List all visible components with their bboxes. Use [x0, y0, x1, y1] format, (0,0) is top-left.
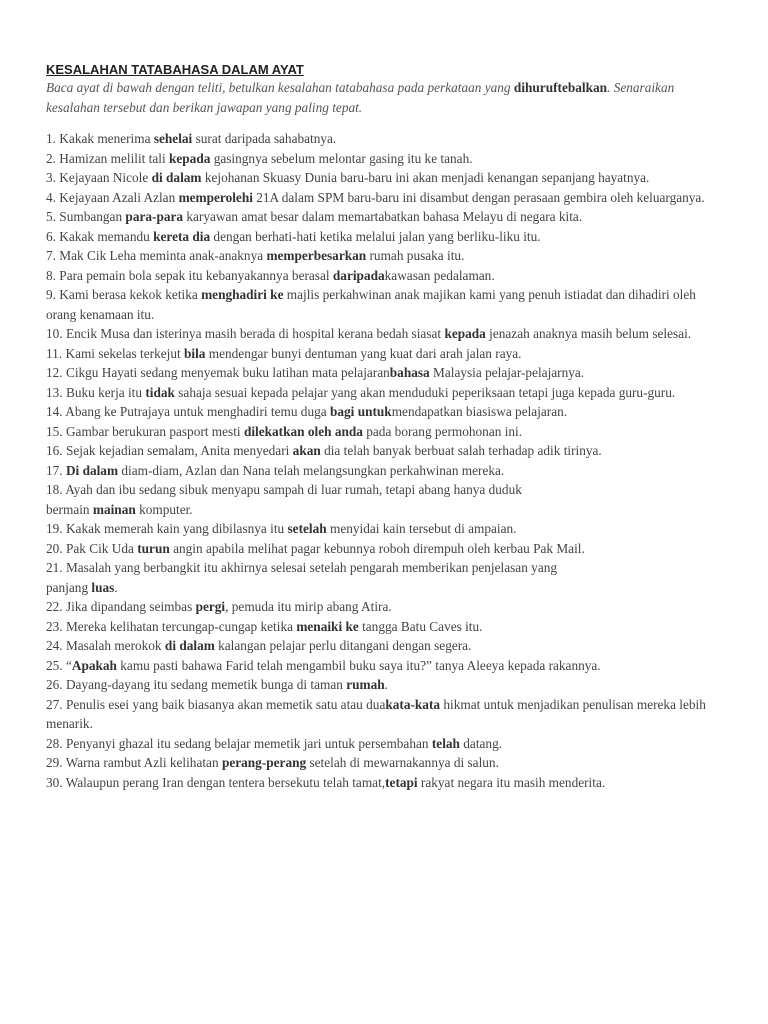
question-number: 11.: [46, 345, 63, 361]
question-error-word: setelah: [287, 521, 327, 536]
question-number: 3.: [46, 170, 56, 185]
question-item: [46, 695, 726, 734]
question-number: 18.: [46, 482, 63, 497]
question-text: Kakak memerah kain yang dibilasnya itu: [62, 521, 288, 536]
question-number: 28.: [46, 735, 63, 751]
question-text-end: menyidai kain tersebut di ampaian.: [326, 521, 517, 536]
question-text: Sumbangan: [55, 209, 126, 224]
question-item: [46, 617, 726, 637]
question-error-word: di dalam: [164, 638, 215, 653]
question-text-end: pada borang permohonan ini.: [362, 423, 523, 439]
question-text: Kejayaan Nicole: [55, 170, 152, 185]
question-error-word: di dalam: [151, 170, 202, 185]
instructions-emphasis: dihuruftebalkan: [513, 80, 608, 95]
question-item: [46, 188, 726, 208]
question-item: [46, 558, 726, 597]
question-error-word: tidak: [145, 384, 175, 400]
question-text-end: mendapatkan biasiswa pelajaran.: [391, 404, 568, 419]
question-number: 4.: [46, 189, 56, 205]
instructions-text: Baca ayat di bawah dengan teliti, betulkan kesalahan tatabahasa pada perkataan yang: [46, 80, 514, 95]
question-text: Pak Cik Uda: [62, 540, 138, 556]
question-text: Penyanyi ghazal itu sedang belajar memetik jari untuk persembahan: [62, 735, 432, 751]
question-number: 6.: [46, 228, 56, 244]
question-number: 26.: [46, 677, 63, 692]
question-number: 23.: [46, 618, 63, 634]
question-text-end: rumah pusaka itu.: [366, 248, 465, 263]
question-text: Encik Musa dan isterinya masih berada di hospital kerana bedah siasat: [62, 326, 445, 341]
question-text: Hamizan melilit tali: [55, 150, 169, 166]
question-number: 14.: [46, 404, 63, 419]
question-error-word: kepada: [168, 150, 211, 166]
question-text-end: majlis perkahwinan anak majikan kami yang penuh istiadat dan dihadiri oleh orang kenamaan itu.: [46, 287, 696, 322]
question-text: Buku kerja itu: [62, 384, 146, 400]
question-error-word: bahasa: [389, 365, 430, 380]
question-text-end: Malaysia pelajar-pelajarnya.: [429, 365, 585, 380]
question-number: 13.: [46, 384, 63, 400]
question-text: Warna rambut Azli kelihatan: [62, 755, 222, 770]
question-list: [46, 129, 726, 792]
question-text: Kakak memandu: [55, 228, 154, 244]
question-error-word: menghadiri ke: [201, 287, 284, 302]
question-error-word: akan: [292, 443, 321, 458]
question-error-word: kereta dia: [153, 228, 211, 244]
question-text-end: komputer.: [135, 501, 193, 517]
question-item: [46, 675, 726, 695]
question-item: [46, 363, 726, 383]
question-text: Mereka kelihatan tercungap-cungap ketika: [62, 618, 297, 634]
question-item: [46, 324, 726, 344]
question-error-word: bila: [184, 345, 206, 361]
question-text: Abang ke Putrajaya untuk menghadiri temu duga: [62, 404, 330, 419]
question-item: [46, 597, 726, 617]
question-text-end: dia telah banyak berbuat salah terhadap adik tirinya.: [320, 443, 602, 458]
question-number: 19.: [46, 521, 63, 536]
question-item: [46, 402, 726, 422]
question-number: 10.: [46, 326, 63, 341]
question-text-end: hikmat untuk menjadikan penulisan mereka lebih menarik.: [46, 696, 706, 731]
question-text: Cikgu Hayati sedang menyemak buku latihan mata pelajaran: [62, 365, 390, 380]
question-item: [46, 129, 726, 149]
question-number: 27.: [46, 696, 63, 712]
question-item: [46, 461, 726, 481]
question-item: [46, 734, 726, 754]
question-text-end: tangga Batu Caves itu.: [358, 618, 483, 634]
question-error-word: sehelai: [153, 131, 193, 146]
question-item: [46, 773, 726, 793]
question-text-end: .: [384, 677, 388, 692]
question-item: [46, 422, 726, 442]
question-text-end: karyawan amat besar dalam memartabatkan bahasa Melayu di negara kita.: [183, 209, 583, 224]
question-text: Kami berasa kekok ketika: [55, 287, 202, 302]
question-item: [46, 636, 726, 656]
question-item: [46, 207, 726, 227]
question-number: 21.: [46, 560, 63, 575]
question-item: [46, 383, 726, 403]
question-text-end: diam-diam, Azlan dan Nana telah melangsungkan perkahwinan mereka.: [118, 462, 505, 478]
question-error-word: tetapi: [385, 774, 418, 790]
question-item: [46, 753, 726, 773]
question-text: Sejak kejadian semalam, Anita menyedari: [62, 443, 293, 458]
question-number: 30.: [46, 774, 63, 790]
question-text: Jika dipandang seimbas: [62, 599, 196, 614]
question-error-word: mainan: [92, 501, 136, 517]
question-item: [46, 539, 726, 559]
instructions: [46, 78, 726, 117]
question-item: [46, 266, 726, 286]
question-text-end: kawasan pedalaman.: [384, 267, 495, 283]
question-error-word: menaiki ke: [296, 618, 359, 634]
question-error-word: Apakah: [71, 657, 117, 673]
question-number: 17.: [46, 462, 63, 478]
question-text-end: dengan berhati-hati ketika melalui jalan yang berliku-liku itu.: [210, 228, 541, 244]
question-text: Para pemain bola sepak itu kebanyakannya berasal: [55, 267, 333, 283]
question-number: 25.: [46, 657, 63, 673]
question-number: 7.: [46, 248, 56, 263]
question-number: 22.: [46, 599, 63, 614]
question-error-word: daripada: [332, 267, 385, 283]
question-text: Masalah yang berbangkit itu akhirnya selesai setelah pengarah memberikan penjelasan yang panjang: [46, 560, 558, 595]
question-text-end: surat daripada sahabatnya.: [192, 131, 337, 146]
question-item: [46, 656, 726, 676]
question-text: Ayah dan ibu sedang sibuk menyapu sampah di luar rumah, tetapi abang hanya duduk bermain: [46, 482, 522, 517]
question-number: 1.: [46, 131, 56, 146]
question-error-word: dilekatkan oleh anda: [243, 423, 363, 439]
question-text: Gambar berukuran pasport mesti: [62, 423, 244, 439]
question-error-word: telah: [431, 735, 460, 751]
question-item: [46, 441, 726, 461]
question-text: Walaupun perang Iran dengan tentera bersekutu telah tamat,: [62, 774, 386, 790]
question-item: [46, 285, 726, 324]
question-text-end: kamu pasti bahawa Farid telah mengambil buku saya itu?” tanya Aleeya kepada rakannya.: [116, 657, 601, 673]
question-number: 5.: [46, 209, 56, 224]
question-text-end: sahaja sesuai kepada pelajar yang akan menduduki peperiksaan tetapi juga kepada guru-guru.: [174, 384, 676, 400]
question-error-word: Di dalam: [65, 462, 119, 478]
page-title: KESALAHAN TATABAHASA DALAM AYAT: [46, 62, 304, 77]
question-error-word: rumah: [346, 677, 385, 692]
question-text: Mak Cik Leha meminta anak-anaknya: [55, 248, 267, 263]
question-text-end: mendengar bunyi dentuman yang kuat dari arah jalan raya.: [205, 345, 522, 361]
question-text-end: .: [114, 579, 118, 595]
question-error-word: pergi: [195, 599, 226, 614]
question-error-word: kepada: [444, 326, 486, 341]
question-number: 15.: [46, 423, 63, 439]
question-number: 29.: [46, 755, 63, 770]
question-item: [46, 344, 726, 364]
question-number: 8.: [46, 267, 56, 283]
question-number: 9.: [46, 287, 56, 302]
question-text: Kami sekelas terkejut: [62, 345, 184, 361]
question-item: [46, 227, 726, 247]
question-number: 12.: [46, 365, 63, 380]
question-text: Kakak menerima: [55, 131, 154, 146]
question-error-word: luas: [91, 579, 115, 595]
question-text-end: kalangan pelajar perlu ditangani dengan segera.: [214, 638, 472, 653]
question-text: Kejayaan Azali Azlan: [55, 189, 179, 205]
question-number: 24.: [46, 638, 63, 653]
question-text: Masalah merokok: [62, 638, 165, 653]
question-item: [46, 519, 726, 539]
question-item: [46, 480, 726, 519]
worksheet: [46, 62, 726, 792]
instructions-text-end: . Senaraikan kesalahan tersebut dan berikan jawapan yang paling tepat.: [46, 80, 675, 115]
question-number: 16.: [46, 443, 63, 458]
question-error-word: memperolehi: [178, 189, 253, 205]
question-text-end: setelah di mewarnakannya di salun.: [306, 755, 499, 770]
question-text: Penulis esei yang baik biasanya akan memetik satu atau dua: [62, 696, 386, 712]
question-text-end: gasingnya sebelum melontar gasing itu ke tanah.: [210, 150, 473, 166]
question-text-end: kejohanan Skuasy Dunia baru-baru ini akan menjadi kenangan sepanjang hayatnya.: [201, 170, 650, 185]
question-text-end: , pemuda itu mirip abang Atira.: [225, 599, 392, 614]
question-error-word: memperbesarkan: [266, 248, 367, 263]
question-item: [46, 246, 726, 266]
question-number: 2.: [46, 150, 56, 166]
question-error-word: bagi untuk: [329, 404, 392, 419]
question-error-word: kata-kata: [385, 696, 441, 712]
question-text-end: 21A dalam SPM baru-baru ini disambut dengan perasaan gembira oleh keluarganya.: [252, 189, 705, 205]
question-text-end: rakyat negara itu masih menderita.: [417, 774, 606, 790]
question-text: “: [62, 657, 72, 673]
question-text-end: datang.: [459, 735, 503, 751]
question-item: [46, 149, 726, 169]
question-error-word: turun: [137, 540, 170, 556]
question-error-word: perang-perang: [221, 755, 307, 770]
question-error-word: para-para: [125, 209, 184, 224]
question-text-end: jenazah anaknya masih belum selesai.: [485, 326, 692, 341]
question-number: 20.: [46, 540, 63, 556]
question-item: [46, 168, 726, 188]
question-text-end: angin apabila melihat pagar kebunnya roboh dirempuh oleh kerbau Pak Mail.: [169, 540, 585, 556]
question-text: Dayang-dayang itu sedang memetik bunga di taman: [62, 677, 347, 692]
